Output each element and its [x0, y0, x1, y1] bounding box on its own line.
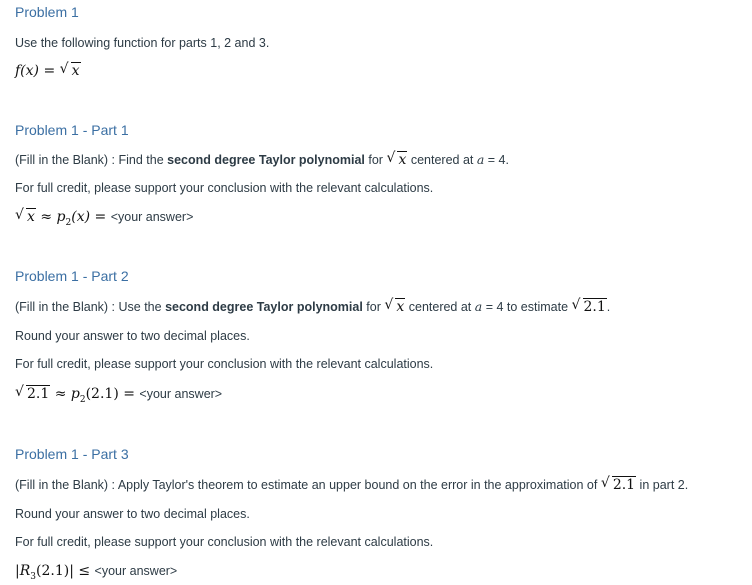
part1-q-radicand: x — [398, 152, 407, 168]
part3-q-pre: (Fill in the Blank) : Apply Taylor's theorem to estimate an upper bound on the error in the approximation of — [15, 478, 601, 492]
part3-round-note: Round your answer to two decimal places. — [15, 507, 250, 521]
part2-q-post: = 4 to estimate — [482, 300, 572, 314]
part3-answer-line — [15, 563, 177, 582]
sqrt-icon — [384, 299, 405, 315]
sqrt-icon — [601, 477, 636, 493]
part1-q-a: a — [476, 152, 485, 167]
part2-q-end: . — [606, 300, 611, 314]
part2-q-bold: second degree Taylor polynomial — [165, 300, 363, 314]
part1-answer-line — [15, 209, 193, 228]
part1-q-post-pre: centered at — [407, 153, 477, 167]
part1-question — [15, 152, 509, 168]
part2-q-radicand: x — [396, 299, 405, 315]
sqrt-icon — [60, 63, 81, 79]
function-definition — [15, 63, 81, 79]
part1-ans-arg: (x) = — [71, 209, 111, 225]
part3-title: Problem 1 - Part 3 — [15, 446, 129, 462]
part2-ans-radicand: 2.1 — [27, 386, 50, 402]
part2-answer-blank[interactable]: <your answer> — [139, 387, 223, 401]
part2-ans-mid: ≈ p — [50, 386, 80, 402]
part1-ans-sub: 2 — [65, 217, 72, 228]
part1-q-bold: second degree Taylor polynomial — [167, 153, 365, 167]
part3-ans-arg: (2.1)| ≤ — [36, 563, 95, 579]
part1-answer-blank[interactable]: <your answer> — [110, 210, 194, 224]
part1-ans-radicand: x — [27, 209, 35, 225]
function-radicand: x — [71, 63, 80, 79]
part2-q-mid: for — [362, 300, 385, 314]
part2-question — [15, 299, 610, 315]
part3-q-radicand: 2.1 — [612, 477, 636, 493]
part2-q-radicand2: 2.1 — [583, 299, 606, 315]
part3-answer-blank[interactable]: <your answer> — [94, 564, 178, 578]
part2-title: Problem 1 - Part 2 — [15, 268, 129, 284]
part3-credit-note: For full credit, please support your conclusion with the relevant calculations. — [15, 535, 434, 549]
part3-ans-sub: 3 — [30, 571, 36, 582]
problem-title: Problem 1 — [15, 4, 79, 20]
part2-round-note: Round your answer to two decimal places. — [15, 329, 250, 343]
part2-q-pre: (Fill in the Blank) : Use the — [15, 300, 166, 314]
part2-ans-arg: (2.1) = — [85, 386, 140, 402]
part1-q-pre: (Fill in the Blank) : Find the — [15, 153, 168, 167]
function-equals: = — [39, 63, 60, 79]
sqrt-icon — [572, 299, 607, 315]
function-lhs: f(x) — [15, 63, 40, 79]
part2-q-a: a — [474, 299, 483, 314]
part2-q-post-pre: centered at — [405, 300, 475, 314]
part2-credit-note: For full credit, please support your conclusion with the relevant calculations. — [15, 357, 434, 371]
sqrt-icon — [15, 386, 50, 402]
part3-q-post: in part 2. — [636, 478, 689, 492]
part2-ans-sub: 2 — [79, 394, 86, 405]
sqrt-icon — [386, 152, 407, 168]
part1-credit-note: For full credit, please support your conclusion with the relevant calculations. — [15, 181, 434, 195]
part1-ans-mid: ≈ p — [35, 209, 66, 225]
part3-ans-pre: |R — [15, 563, 31, 579]
part1-title: Problem 1 - Part 1 — [15, 122, 129, 138]
sqrt-icon — [15, 209, 36, 225]
problem-intro: Use the following function for parts 1, 2 and 3. — [15, 36, 270, 50]
part1-q-post: = 4. — [484, 153, 509, 167]
part3-question — [15, 477, 688, 493]
part1-q-mid: for — [364, 153, 387, 167]
part2-answer-line — [15, 386, 222, 405]
